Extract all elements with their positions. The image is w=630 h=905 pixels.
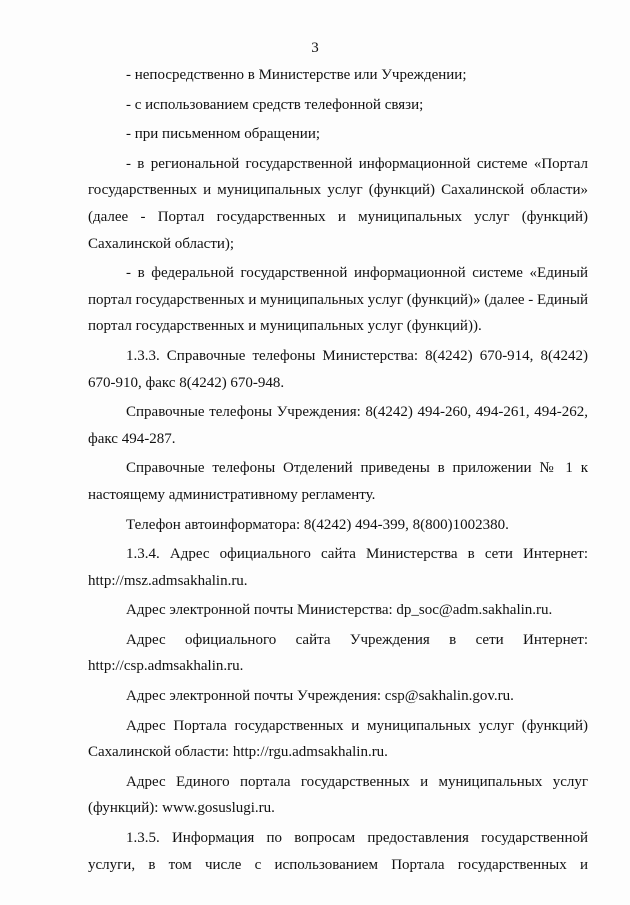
paragraph-federal-portal: Адрес Единого портала государственных и муниципальных услуг (функций): www.gosuslugi.ru. [88, 773, 588, 817]
document-body [88, 62, 588, 878]
paragraph-phones-institution: Справочные телефоны Учреждения: 8(4242) 494-260, 494-261, 494-262, факс 494-287. [88, 404, 588, 447]
paragraph-ministry-website: 1.3.4. Адрес официального сайта Министерства в сети Интернет: http://msz.admsakhalin.ru. [88, 546, 588, 589]
paragraph-list-item: - в региональной государственной информационной системе «Портал государственных и муниципальных услуг (функций) Сахалинской области» (далее - Портал государственных и муниципальных услуг (функций) Сахалинской области); [88, 155, 588, 252]
paragraph-list-item: - непосредственно в Министерстве или Учреждении; [126, 67, 467, 83]
paragraph-phones-ministry: 1.3.3. Справочные телефоны Министерства: 8(4242) 670-914, 8(4242) 670-910, факс 8(4242) 670-948. [88, 347, 588, 391]
paragraph-information: 1.3.5. Информация по вопросам предоставления государственной услуги, в том числе с использованием Портала государственных и [88, 830, 588, 873]
paragraph-institution-website: Адрес официального сайта Учреждения в сети Интернет: http://csp.admsakhalin.ru. [88, 631, 588, 675]
paragraph-autoinformer-phone: Телефон автоинформатора: 8(4242) 494-399, 8(800)1002380. [126, 516, 509, 533]
paragraph-list-item: - при письменном обращении; [126, 126, 321, 143]
paragraph-list-item: - в федеральной государственной информационной системе «Единый портал государственных и муниципальных услуг (функций)» (далее - Единый портал государственных и муниципальных услуг (функций)). [88, 265, 588, 335]
paragraph-ministry-email: Адрес электронной почты Министерства: dp_soc@adm.sakhalin.ru. [126, 602, 553, 619]
paragraph-institution-email: Адрес электронной почты Учреждения: csp@sakhalin.gov.ru. [126, 688, 514, 705]
paragraph-phones-departments: Справочные телефоны Отделений приведены в приложении № 1 к настоящему административному регламенту. [88, 460, 588, 503]
page-number: 3 [311, 40, 319, 56]
paragraph-list-item: - с использованием средств телефонной связи; [126, 96, 424, 113]
paragraph-regional-portal: Адрес Портала государственных и муниципальных услуг (функций) Сахалинской области: http://rgu.admsakhalin.ru. [88, 717, 588, 761]
